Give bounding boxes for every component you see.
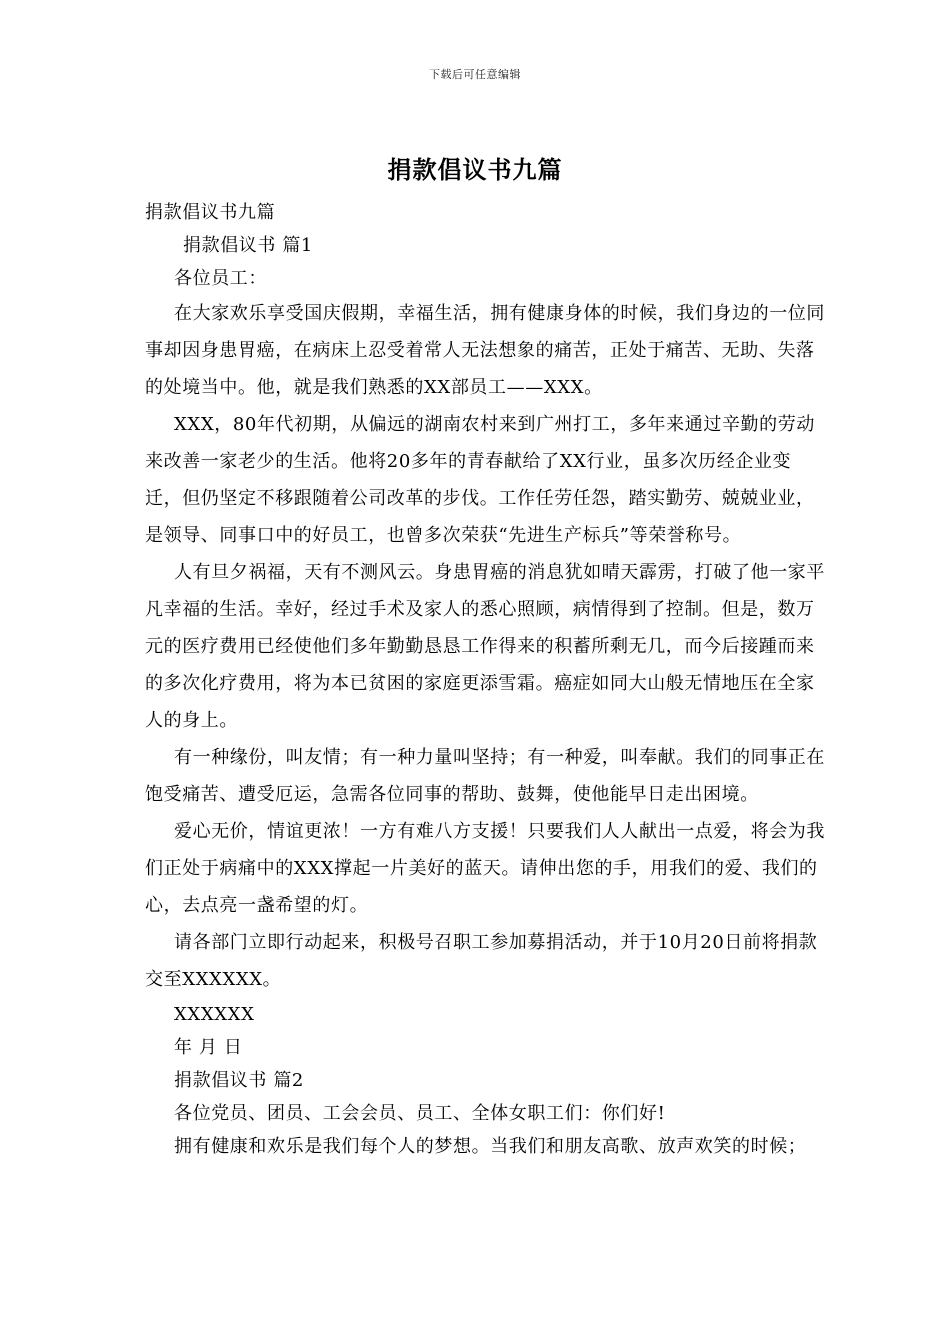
section-1-date: 年 月 日 (174, 1037, 243, 1058)
section-1-paragraph: 爱心无价，情谊更浓！一方有难八方支援！只要我们人人献出一点爱，将会为我们正处于病痛中的XXX撑起一片美好的蓝天。请伸出您的手，用我们的爱、我们的心，去点亮一盏希望的灯。 (145, 821, 825, 916)
page-header-note: 下载后可任意编辑 (429, 68, 521, 81)
document-title: 捐款倡议书九篇 (387, 155, 563, 184)
section-1-signature: XXXXXX (174, 1004, 255, 1025)
section-1-heading: 捐款倡议书 篇1 (183, 235, 313, 256)
section-2-heading: 捐款倡议书 篇2 (174, 1070, 304, 1091)
document-subtitle: 捐款倡议书九篇 (145, 202, 276, 223)
section-2-salutation: 各位党员、团员、工会会员、员工、全体女职工们：你们好! (174, 1103, 666, 1124)
section-1-paragraph: 请各部门立即行动起来，积极号召职工参加募捐活动，并于10月20日前将捐款交至XXXXXX。 (145, 932, 818, 990)
section-1-paragraph: 在大家欢乐享受国庆假期，幸福生活，拥有健康身体的时候，我们身边的一位同事却因身患胃癌，在病床上忍受着常人无法想象的痛苦，正处于痛苦、无助、失落的处境当中。他，就是我们熟悉的XX部员工——XXX。 (145, 303, 825, 398)
section-1-salutation: 各位员工： (174, 268, 267, 289)
document-body (145, 196, 825, 1163)
section-1-paragraph: XXX，80年代初期，从偏远的湖南农村来到广州打工，多年来通过辛勤的劳动来改善一家老少的生活。他将20多年的青春献给了XX行业，虽多次历经企业变迁，但仍坚定不移跟随着公司改革的步伐。工作任劳任怨，踏实勤劳、兢兢业业，是领导、同事口中的好员工，也曾多次荣获“先进生产标兵”等荣誉称号。 (145, 414, 815, 546)
section-1-paragraph: 有一种缘份，叫友情；有一种力量叫坚持；有一种爱，叫奉献。我们的同事正在饱受痛苦、遭受厄运，急需各位同事的帮助、鼓舞，使他能早日走出困境。 (145, 747, 825, 805)
section-2-paragraph: 拥有健康和欢乐是我们每个人的梦想。当我们和朋友高歌、放声欢笑的时候； (174, 1136, 807, 1157)
section-1-paragraph: 人有旦夕祸福，天有不测风云。身患胃癌的消息犹如晴天霹雳，打破了他一家平凡幸福的生活。幸好，经过手术及家人的悉心照顾，病情得到了控制。但是，数万元的医疗费用已经使他们多年勤勤恳恳工作得来的积蓄所剩无几，而今后接踵而来的多次化疗费用，将为本已贫困的家庭更添雪霜。癌症如同大山般无情地压在全家人的身上。 (145, 562, 825, 731)
